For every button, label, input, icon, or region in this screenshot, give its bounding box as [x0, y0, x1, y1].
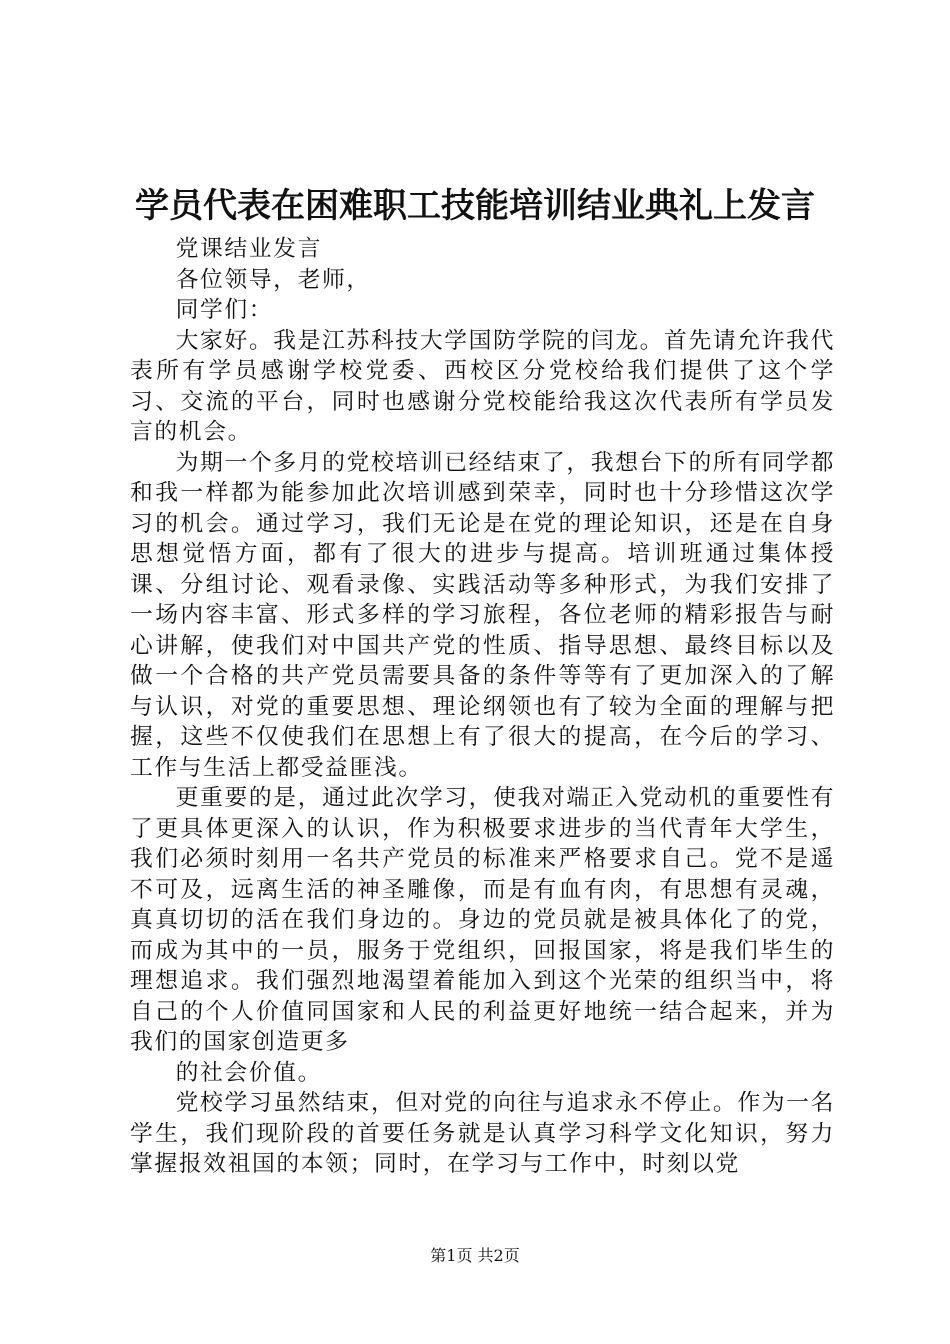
paragraph-4: 党校学习虽然结束，但对党的向往与追求永不停止。作为一名学生，我们现阶段的首要任务就是认真学习科学文化知识，努力掌握报效祖国的本领；同时，在学习与工作中，时刻以党 [130, 1090, 835, 1177]
salutation-line-2: 同学们： [175, 297, 274, 323]
paragraph-3-continuation: 的社会价值。 [175, 1059, 322, 1086]
document-body [130, 234, 835, 1180]
document-title: 学员代表在困难职工技能培训结业典礼上发言 [135, 186, 815, 226]
paragraph-2: 为期一个多月的党校培训已经结束了，我想台下的所有同学都和我一样都为能参加此次培训感到荣幸，同时也十分珍惜这次学习的机会。通过学习，我们无论是在党的理论知识，还是在自身思想觉悟方面，都有了很大的进步与提高。培训班通过集体授课、分组讨论、观看录像、实践活动等多种形式，为我们安排了一场内容丰富、形式多样的学习旅程，各位老师的精彩报告与耐心讲解，使我们对中国共产党的性质、指导思想、最终目标以及做一个合格的共产党员需要具备的条件等等有了更加深入的了解与认识，对党的重要思想、理论纲领也有了较为全面的理解与把握，这些不仅使我们在思想上有了很大的提高，在今后的学习、工作与生活上都受益匪浅。 [130, 449, 835, 781]
salutation-line-1: 各位领导，老师， [175, 266, 371, 293]
document-subtitle: 党课结业发言 [175, 236, 322, 262]
paragraph-3: 更重要的是，通过此次学习，使我对端正入党动机的重要性有了更具体更深入的认识，作为积极要求进步的当代青年大学生，我们必须时刻用一名共产党员的标准来严格要求自己。党不是遥不可及，远离生活的神圣雕像，而是有血有肉，有思想有灵魂，真真切切的活在我们身边的。身边的党员就是被具体化了的党，而成为其中的一员，服务于党组织，回报国家，将是我们毕生的理想追求。我们强烈地渴望着能加入到这个光荣的组织当中，将自己的个人价值同国家和人民的利益更好地统一结合起来，并为我们的国家创造更多 [130, 785, 835, 1055]
page-number-footer: 第1页 共2页 [430, 1246, 520, 1265]
paragraph-1: 大家好。我是江苏科技大学国防学院的闫龙。首先请允许我代表所有学员感谢学校党委、西校区分党校给我们提供了这个学习、交流的平台，同时也感谢分党校能给我这次代表所有学员发言的机会。 [130, 327, 835, 445]
